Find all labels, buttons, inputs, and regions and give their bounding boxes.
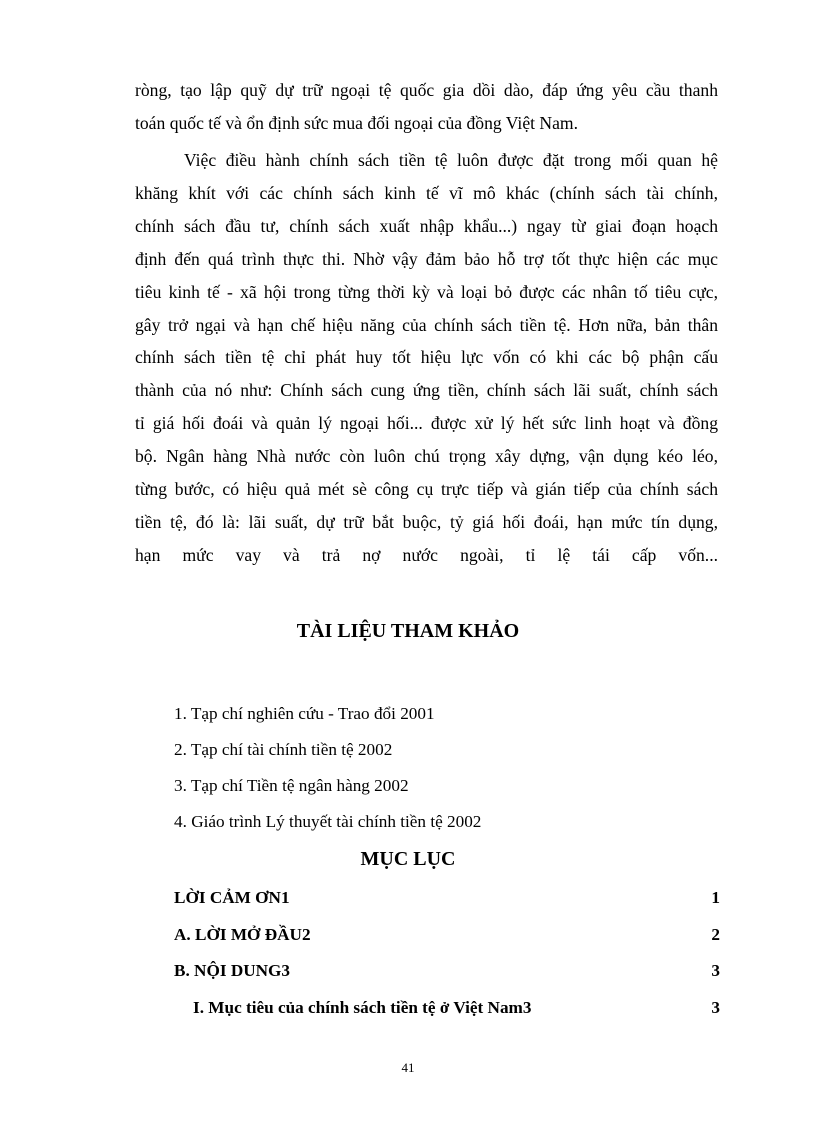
references-heading: TÀI LIỆU THAM KHẢO bbox=[296, 620, 520, 642]
reference-item: 4. Giáo trình Lý thuyết tài chính tiền tệ 2002 bbox=[174, 812, 482, 831]
text-line: thành của nó như: Chính sách cung ứng tiền, chính sách lãi suất, chính sách bbox=[135, 380, 718, 401]
text-line: gây trở ngại và hạn chế hiệu năng của chính sách tiền tệ. Hơn nữa, bản thân bbox=[135, 314, 718, 335]
page-number: 41 bbox=[401, 1060, 415, 1075]
text-line: hạn mức vay và trả nợ nước ngoài, tỉ lệ tái cấp vốn... bbox=[135, 544, 718, 565]
paragraph-continuation bbox=[135, 74, 718, 140]
text-line: Việc điều hành chính sách tiền tệ luôn được đặt trong mối quan hệ bbox=[184, 150, 718, 170]
text-line: chính sách tiền tệ chỉ phát huy tốt hiệu lực vốn có khi các bộ phận cấu bbox=[135, 347, 718, 368]
text-line: khăng khít với các chính sách kinh tế vĩ mô khác (chính sách tài chính, bbox=[135, 182, 718, 203]
text-line: từng bước, có hiệu quả mét sè công cụ trực tiếp và gián tiếp của chính sách bbox=[135, 479, 718, 500]
toc-entry-page: 1 bbox=[711, 888, 720, 907]
references-list bbox=[174, 704, 481, 848]
toc-entry-label: I. Mục tiêu của chính sách tiền tệ ở Việt Nam3 bbox=[193, 998, 532, 1017]
toc-entry[interactable] bbox=[174, 925, 720, 945]
toc-entry[interactable] bbox=[193, 998, 720, 1018]
toc-heading: MỤC LỤC bbox=[360, 848, 456, 870]
toc-entry-page: 3 bbox=[711, 961, 720, 980]
paragraph-monetary-policy bbox=[135, 144, 718, 572]
text-line: toán quốc tế và ổn định sức mua đối ngoại của đồng Việt Nam. bbox=[135, 112, 579, 133]
text-line: tiền tệ, đó là: lãi suất, dự trữ bắt buộc, tỷ giá hối đoái, hạn mức tín dụng, bbox=[135, 511, 718, 532]
text-line: chính sách đầu tư, chính sách xuất nhập khẩu...) ngay từ giai đoạn hoạch bbox=[135, 215, 718, 236]
toc-entry[interactable] bbox=[174, 888, 720, 908]
toc-entry-page: 3 bbox=[711, 998, 720, 1017]
reference-item: 3. Tạp chí Tiền tệ ngân hàng 2002 bbox=[174, 776, 409, 795]
toc-entry-label: B. NỘI DUNG3 bbox=[174, 961, 291, 980]
text-line: ròng, tạo lập quỹ dự trữ ngoại tệ quốc gia dồi dào, đáp ứng yêu cầu thanh bbox=[135, 80, 718, 100]
toc-entry[interactable] bbox=[174, 961, 720, 981]
text-line: tiêu kinh tế - xã hội trong từng thời kỳ và loại bỏ được các nhân tố tiêu cực, bbox=[135, 281, 718, 302]
toc-entry-label: LỜI CẢM ƠN1 bbox=[174, 888, 290, 907]
text-line: bộ. Ngân hàng Nhà nước còn luôn chú trọng xây dựng, vận dụng kéo léo, bbox=[135, 446, 718, 467]
text-line: định đến quá trình thực thi. Nhờ vậy đảm bảo hỗ trợ tốt thực hiện các mục bbox=[135, 248, 718, 269]
toc-entry-page: 2 bbox=[711, 925, 720, 944]
reference-item: 1. Tạp chí nghiên cứu - Trao đổi 2001 bbox=[174, 704, 435, 723]
text-line: tỉ giá hối đoái và quản lý ngoại hối... được xử lý hết sức linh hoạt và đồng bbox=[135, 413, 718, 434]
toc-entry-label: A. LỜI MỞ ĐẦU2 bbox=[174, 925, 311, 944]
reference-item: 2. Tạp chí tài chính tiền tệ 2002 bbox=[174, 740, 393, 759]
